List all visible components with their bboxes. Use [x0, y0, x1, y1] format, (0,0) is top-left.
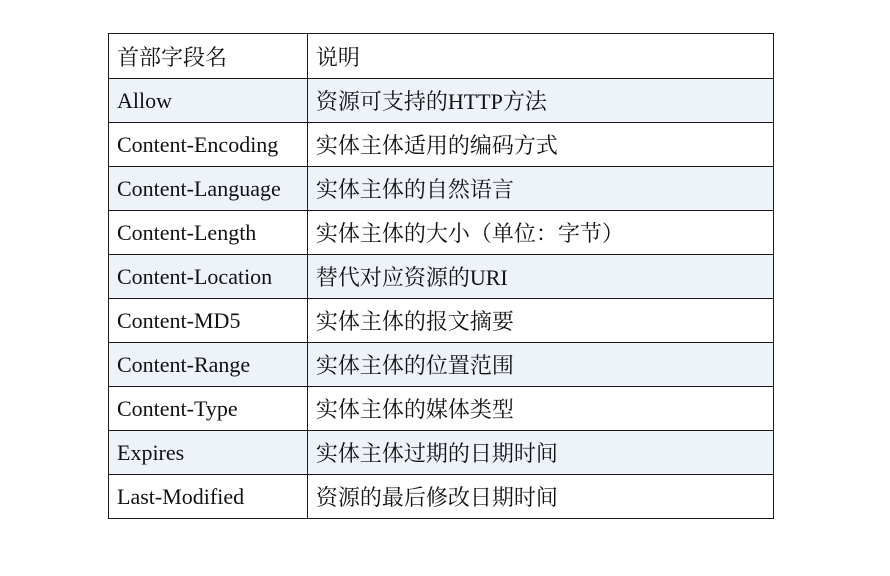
field-name-cell: Content-Length — [109, 211, 308, 255]
table-row — [109, 211, 774, 255]
table-row — [109, 79, 774, 123]
description-cell: 资源的最后修改日期时间 — [307, 475, 773, 519]
table-row — [109, 123, 774, 167]
description-cell: 替代对应资源的URI — [307, 255, 773, 299]
field-name-cell: Last-Modified — [109, 475, 308, 519]
table-row — [109, 255, 774, 299]
field-name-cell: Expires — [109, 431, 308, 475]
table-row — [109, 299, 774, 343]
description-cell: 资源可支持的HTTP方法 — [307, 79, 773, 123]
entity-header-fields-table — [108, 33, 774, 519]
column-header-field-name: 首部字段名 — [109, 34, 308, 79]
table-row — [109, 167, 774, 211]
description-cell: 实体主体的报文摘要 — [307, 299, 773, 343]
description-cell: 实体主体的自然语言 — [307, 167, 773, 211]
field-name-cell: Content-Language — [109, 167, 308, 211]
table-header-row — [109, 34, 774, 79]
table-row — [109, 475, 774, 519]
table-row — [109, 343, 774, 387]
description-cell: 实体主体适用的编码方式 — [307, 123, 773, 167]
field-name-cell: Content-Type — [109, 387, 308, 431]
field-name-cell: Content-Encoding — [109, 123, 308, 167]
field-name-cell: Content-Range — [109, 343, 308, 387]
column-header-description: 说明 — [307, 34, 773, 79]
description-cell: 实体主体的媒体类型 — [307, 387, 773, 431]
description-cell: 实体主体的位置范围 — [307, 343, 773, 387]
description-cell: 实体主体过期的日期时间 — [307, 431, 773, 475]
table-row — [109, 387, 774, 431]
field-name-cell: Content-MD5 — [109, 299, 308, 343]
description-cell: 实体主体的大小（单位：字节） — [307, 211, 773, 255]
field-name-cell: Allow — [109, 79, 308, 123]
table-row — [109, 431, 774, 475]
field-name-cell: Content-Location — [109, 255, 308, 299]
